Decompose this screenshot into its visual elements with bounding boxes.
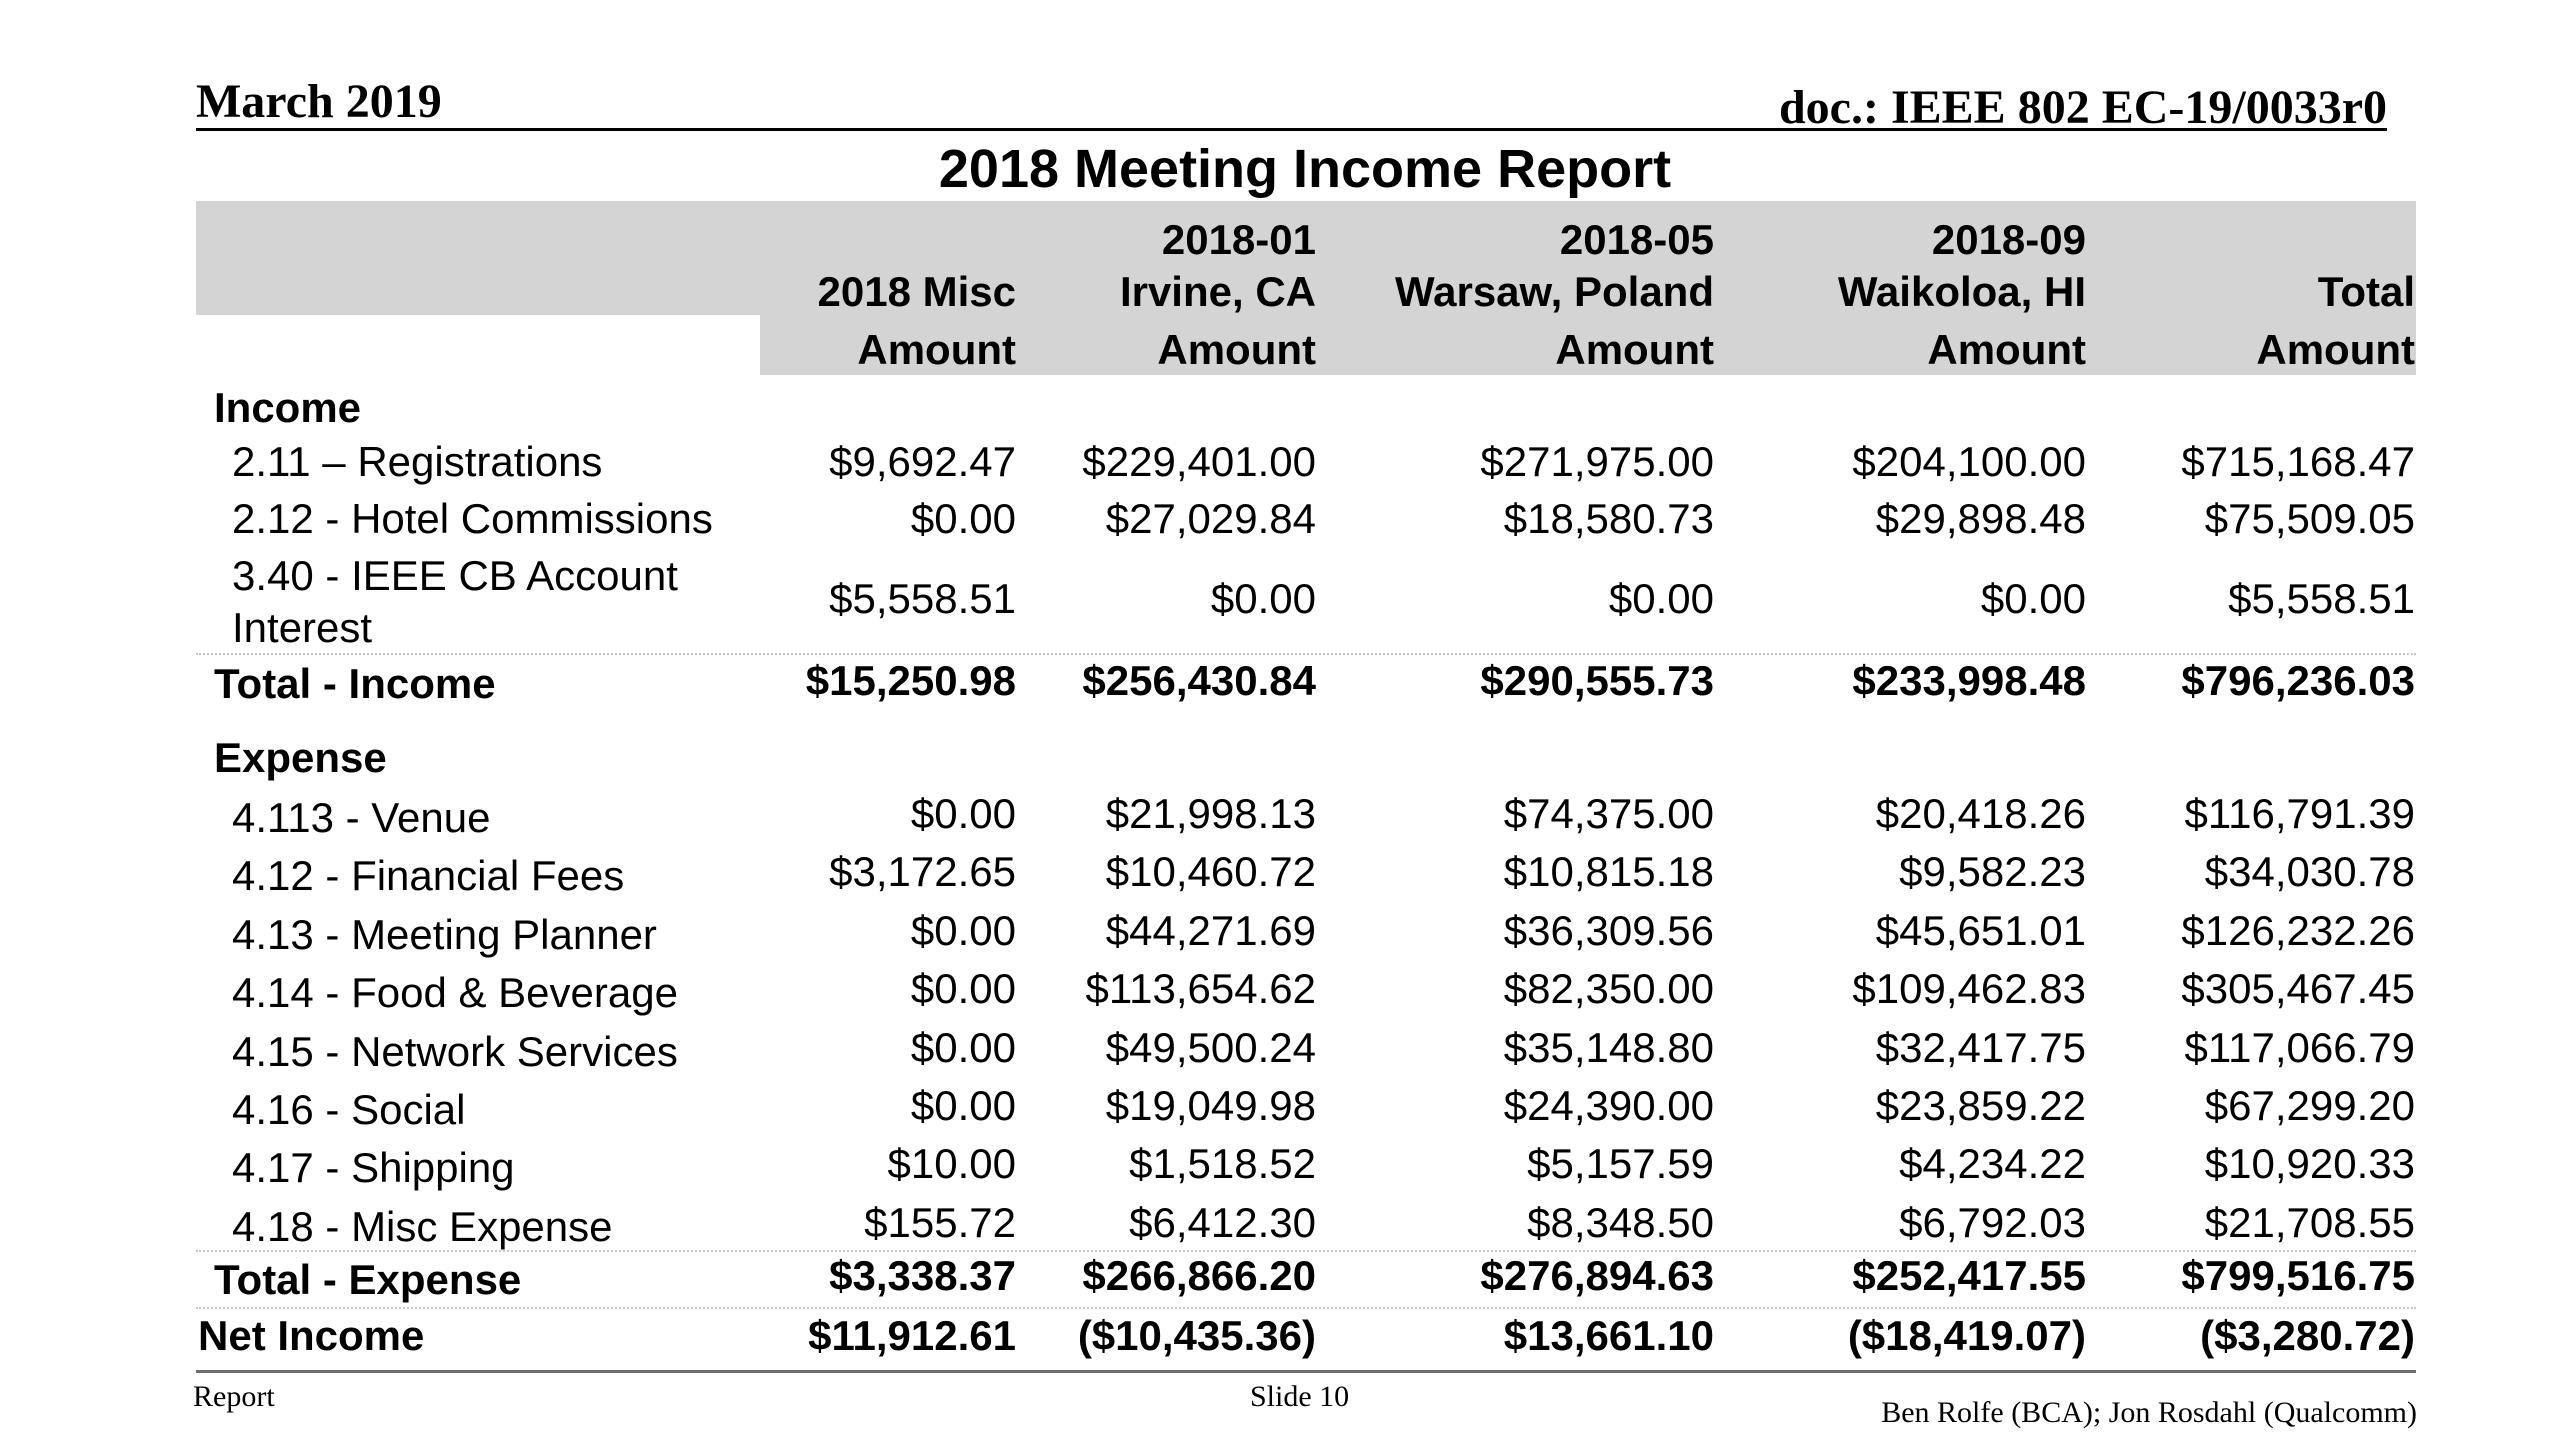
table-cell-value: $290,555.73 bbox=[1480, 657, 1714, 704]
table-cell-value: $67,299.20 bbox=[2204, 1082, 2415, 1129]
table-cell-value: ($3,280.72) bbox=[2200, 1312, 2415, 1359]
table-cell-value: $8,348.50 bbox=[1527, 1199, 1714, 1246]
column-header-line2: 2018 Misc bbox=[817, 268, 1016, 315]
table-cell-value: $82,350.00 bbox=[1503, 965, 1714, 1012]
table-cell-value: $10,920.33 bbox=[2204, 1140, 2415, 1187]
column-header-amount: Amount bbox=[2256, 326, 2415, 373]
table-cell-value: $5,157.59 bbox=[1527, 1140, 1714, 1187]
table-cell-value: $799,516.75 bbox=[2181, 1252, 2415, 1299]
column-header-line1: 2018-09 bbox=[1931, 216, 2086, 263]
table-cell-value: $5,558.51 bbox=[829, 575, 1016, 622]
table-cell-value: $229,401.00 bbox=[1082, 438, 1316, 485]
table-cell-value: $116,791.39 bbox=[2184, 790, 2415, 837]
table-cell-value: $13,661.10 bbox=[1503, 1312, 1714, 1359]
table-cell-value: $305,467.45 bbox=[2181, 965, 2415, 1012]
table-cell-value: $271,975.00 bbox=[1480, 438, 1714, 485]
table-cell-value: $29,898.48 bbox=[1875, 495, 2086, 542]
table-cell-value: $20,418.26 bbox=[1875, 790, 2086, 837]
table-cell-value: $15,250.98 bbox=[805, 657, 1016, 704]
header-doc-id: doc.: IEEE 802 EC-19/0033r0 bbox=[1778, 81, 2387, 134]
table-cell-value: ($18,419.07) bbox=[1847, 1312, 2086, 1359]
column-header-amount: Amount bbox=[1555, 326, 1714, 373]
table-cell-value: $24,390.00 bbox=[1503, 1082, 1714, 1129]
table-cell-value: $0.00 bbox=[910, 907, 1016, 954]
table-cell-value: $0.00 bbox=[910, 1082, 1016, 1129]
table-cell-value: $3,338.37 bbox=[829, 1252, 1016, 1299]
table-cell-value: $10,460.72 bbox=[1105, 848, 1316, 895]
table-cell-value: $10,815.18 bbox=[1503, 848, 1714, 895]
table-cell-value: $256,430.84 bbox=[1082, 657, 1316, 704]
row-divider bbox=[196, 653, 2416, 655]
table-cell-value: $1,518.52 bbox=[1129, 1140, 1316, 1187]
table-row-label: 3.40 - IEEE CB Account bbox=[232, 552, 678, 599]
table-cell-value: $19,049.98 bbox=[1105, 1082, 1316, 1129]
table-cell-value: $233,998.48 bbox=[1852, 657, 2086, 704]
table-cell-value: $0.00 bbox=[910, 790, 1016, 837]
footer-slide-number: Slide 10 bbox=[1250, 1380, 1350, 1413]
footer-authors: Ben Rolfe (BCA); Jon Rosdahl (Qualcomm) bbox=[1881, 1396, 2417, 1429]
column-header-line1: 2018-01 bbox=[1161, 216, 1316, 263]
table-cell-value: $4,234.22 bbox=[1899, 1140, 2086, 1187]
table-cell-value: $9,582.23 bbox=[1899, 848, 2086, 895]
column-header-line2: Total bbox=[2317, 268, 2415, 315]
column-header-amount: Amount bbox=[1157, 326, 1316, 373]
report-title: 2018 Meeting Income Report bbox=[938, 139, 1672, 199]
table-row-label: 4.17 - Shipping bbox=[232, 1144, 515, 1191]
table-row-label: 4.13 - Meeting Planner bbox=[232, 911, 657, 958]
table-cell-value: $0.00 bbox=[910, 495, 1016, 542]
table-cell-value: $45,651.01 bbox=[1875, 907, 2086, 954]
table-cell-value: $44,271.69 bbox=[1105, 907, 1316, 954]
column-header-line2: Warsaw, Poland bbox=[1395, 268, 1714, 315]
table-cell-value: $252,417.55 bbox=[1852, 1252, 2086, 1299]
table-cell-value: $0.00 bbox=[910, 1024, 1016, 1071]
table-cell-value: $0.00 bbox=[910, 965, 1016, 1012]
table-cell-value: $11,912.61 bbox=[808, 1312, 1016, 1359]
column-header-amount: Amount bbox=[857, 326, 1016, 373]
section-heading-income: Income bbox=[214, 384, 362, 431]
table-row-label: 4.12 - Financial Fees bbox=[232, 852, 625, 899]
net-income-label: Net Income bbox=[198, 1312, 425, 1359]
table-row-label-cont: Interest bbox=[232, 604, 373, 651]
column-header-line2: Irvine, CA bbox=[1119, 268, 1316, 315]
table-cell-value: $3,172.65 bbox=[829, 848, 1016, 895]
table-cell-value: $0.00 bbox=[1980, 575, 2086, 622]
table-row-label: 4.18 - Misc Expense bbox=[232, 1203, 613, 1250]
total-expense-label: Total - Expense bbox=[214, 1256, 522, 1303]
table-cell-value: $155.72 bbox=[864, 1199, 1016, 1246]
table-cell-value: $75,509.05 bbox=[2204, 495, 2415, 542]
table-row-label: 2.12 - Hotel Commissions bbox=[232, 495, 713, 542]
table-cell-value: $9,692.47 bbox=[829, 438, 1016, 485]
table-cell-value: $74,375.00 bbox=[1503, 790, 1714, 837]
table-cell-value: $276,894.63 bbox=[1480, 1252, 1714, 1299]
table-cell-value: $6,792.03 bbox=[1899, 1199, 2086, 1246]
table-cell-value: $21,708.55 bbox=[2204, 1199, 2415, 1246]
table-cell-value: $266,866.20 bbox=[1082, 1252, 1316, 1299]
table-row-label: 2.11 – Registrations bbox=[232, 438, 603, 485]
table-cell-value: $36,309.56 bbox=[1503, 907, 1714, 954]
table-row-label: 4.14 - Food & Beverage bbox=[232, 969, 678, 1016]
header-date: March 2019 bbox=[196, 75, 442, 128]
table-cell-value: $0.00 bbox=[1210, 575, 1316, 622]
table-cell-value: $35,148.80 bbox=[1503, 1024, 1714, 1071]
footer-left: Report bbox=[193, 1380, 275, 1413]
table-cell-value: $27,029.84 bbox=[1105, 495, 1316, 542]
table-cell-value: $109,462.83 bbox=[1852, 965, 2086, 1012]
section-heading-expense: Expense bbox=[214, 734, 387, 781]
table-cell-value: $6,412.30 bbox=[1129, 1199, 1316, 1246]
table-cell-value: $34,030.78 bbox=[2204, 848, 2415, 895]
table-cell-value: $5,558.51 bbox=[2228, 575, 2415, 622]
column-header-line1: 2018-05 bbox=[1559, 216, 1714, 263]
row-divider bbox=[196, 1307, 2416, 1309]
table-cell-value: $21,998.13 bbox=[1105, 790, 1316, 837]
table-row-label: 4.113 - Venue bbox=[232, 794, 491, 841]
table-cell-value: $32,417.75 bbox=[1875, 1024, 2086, 1071]
column-header-amount: Amount bbox=[1927, 326, 2086, 373]
table-bottom-rule bbox=[196, 1370, 2416, 1373]
table-row-label: 4.16 - Social bbox=[232, 1086, 466, 1133]
table-cell-value: $0.00 bbox=[1608, 575, 1714, 622]
table-cell-value: $796,236.03 bbox=[2181, 657, 2415, 704]
table-row-label: 4.15 - Network Services bbox=[232, 1028, 678, 1075]
table-cell-value: $126,232.26 bbox=[2181, 907, 2415, 954]
table-cell-value: $10.00 bbox=[887, 1140, 1016, 1187]
table-cell-value: $49,500.24 bbox=[1105, 1024, 1316, 1071]
table-cell-value: $204,100.00 bbox=[1852, 438, 2086, 485]
table-cell-value: $18,580.73 bbox=[1503, 495, 1714, 542]
table-cell-value: $117,066.79 bbox=[2184, 1024, 2415, 1071]
table-cell-value: ($10,435.36) bbox=[1077, 1312, 1316, 1359]
table-cell-value: $715,168.47 bbox=[2181, 438, 2415, 485]
table-cell-value: $113,654.62 bbox=[1085, 965, 1316, 1012]
column-header-line2: Waikoloa, HI bbox=[1837, 268, 2086, 315]
total-income-label: Total - Income bbox=[214, 660, 496, 707]
table-cell-value: $23,859.22 bbox=[1875, 1082, 2086, 1129]
